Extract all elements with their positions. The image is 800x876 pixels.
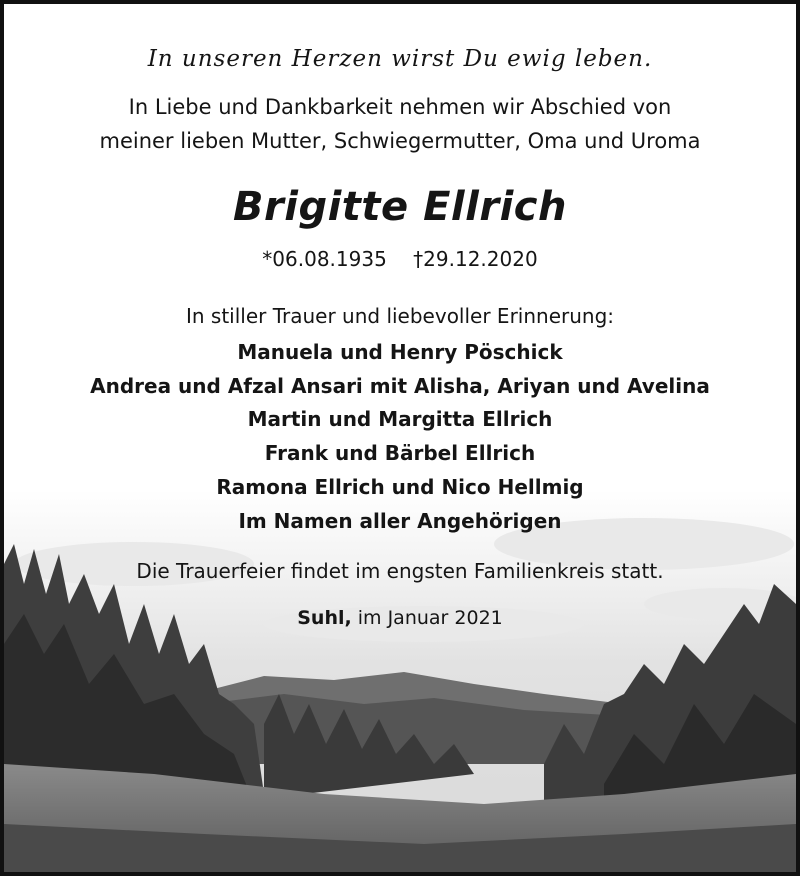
mourner-name: Im Namen aller Angehörigen	[238, 509, 562, 533]
mourner-name: Ramona Ellrich und Nico Hellmig	[216, 475, 584, 499]
intro-line-1: In Liebe und Dankbarkeit nehmen wir Abschied von	[128, 95, 672, 119]
place-and-date	[4, 607, 796, 629]
mourner-name: Frank und Bärbel Ellrich	[264, 441, 536, 465]
mourner-name: Manuela und Henry Pöschick	[237, 340, 563, 364]
mourner-name: Andrea und Afzal Ansari mit Alisha, Ariyan und Avelina	[90, 374, 710, 398]
place-date: im Januar 2021	[351, 607, 503, 629]
death-date: †29.12.2020	[413, 247, 538, 271]
mourning-line: In stiller Trauer und liebevoller Erinnerung:	[185, 304, 615, 328]
place-name: Suhl,	[297, 607, 352, 629]
motto-line: In unseren Herzen wirst Du ewig leben.	[147, 46, 653, 72]
funeral-note: Die Trauerfeier findet im engsten Familienkreis statt.	[136, 559, 664, 583]
deceased-name: Brigitte Ellrich	[233, 184, 567, 230]
life-dates	[4, 247, 796, 271]
birth-date: *06.08.1935	[262, 247, 387, 271]
mourner-name: Martin und Margitta Ellrich	[247, 407, 553, 431]
intro-line-2: meiner lieben Mutter, Schwiegermutter, Oma und Uroma	[99, 129, 701, 153]
